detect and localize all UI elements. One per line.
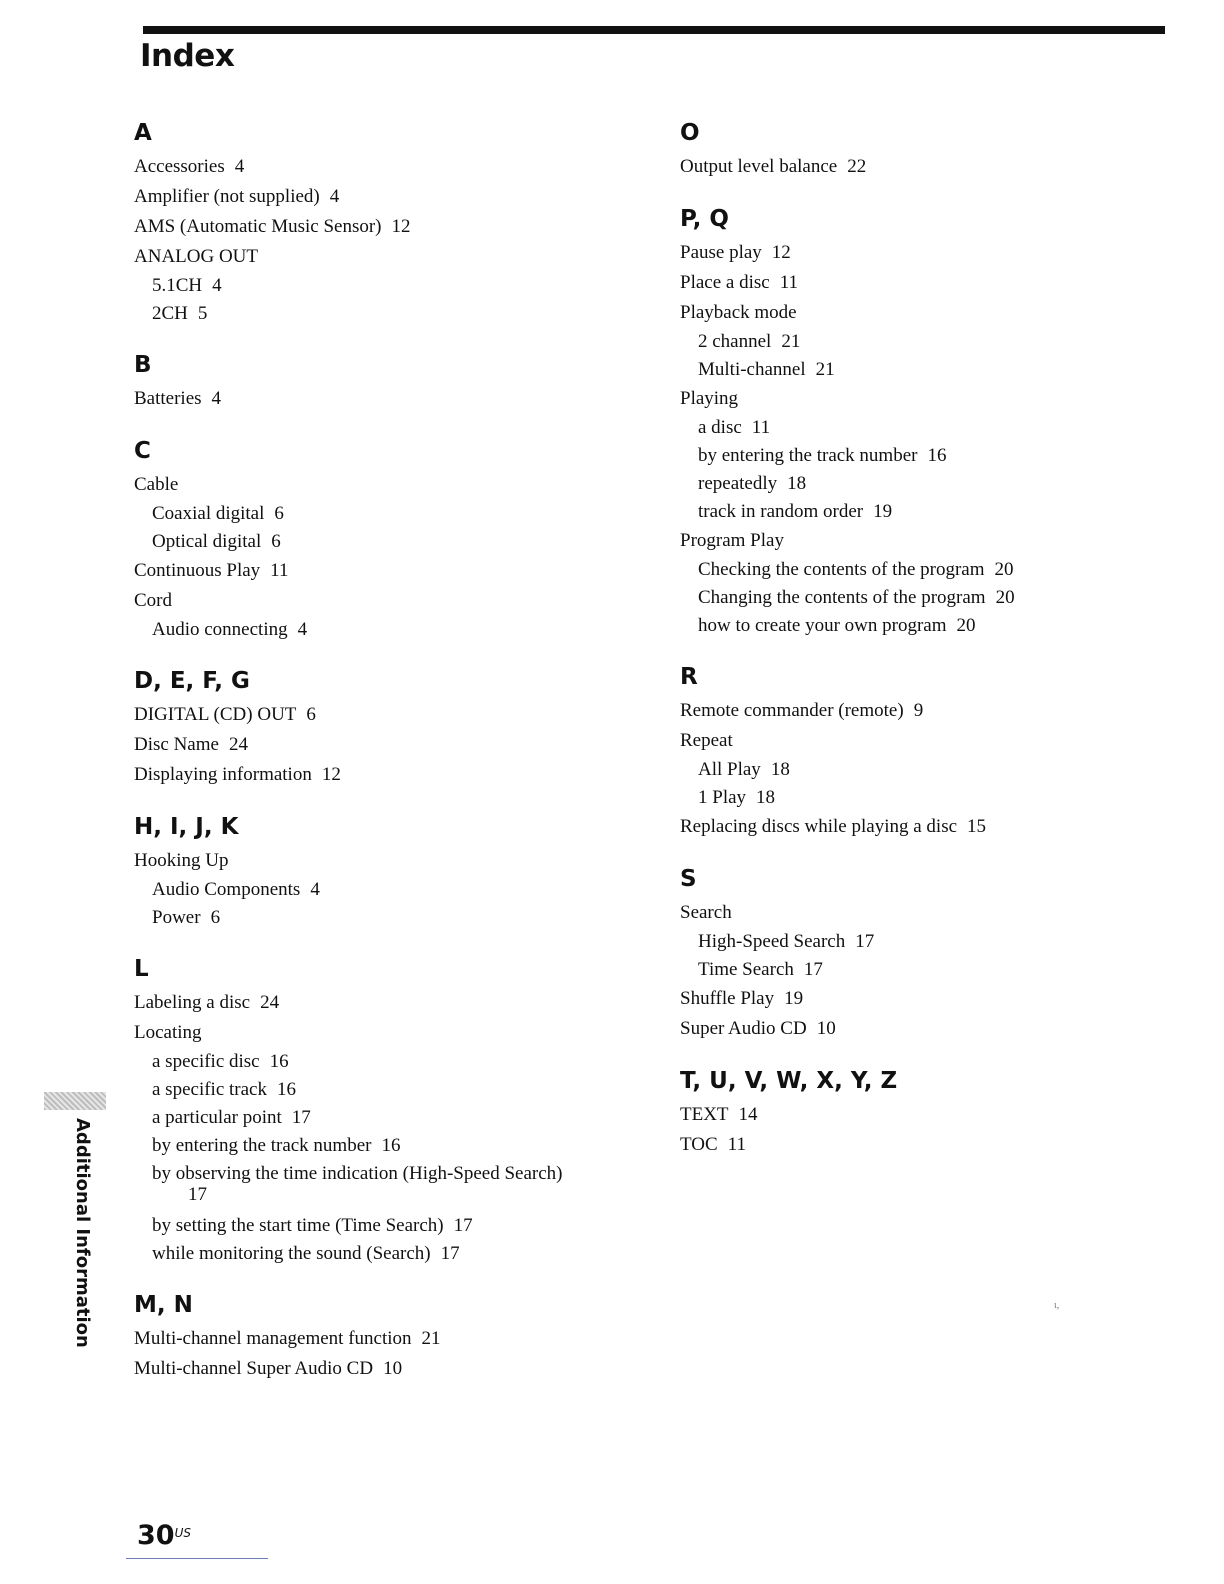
index-section [134,954,614,1268]
index-subentry [134,300,614,328]
index-subentry [134,616,614,644]
entry-text: Multi-channel management function [134,1328,412,1349]
entry-text: Playback mode [680,302,797,323]
index-entry [680,812,1160,842]
index-entry [680,1130,1160,1160]
entry-text: Cord [134,590,172,611]
entry-text: Multi-channel [698,359,806,380]
entry-text: a particular point [152,1107,282,1128]
entry-text: how to create your own program [698,615,947,636]
entry-text: Cable [134,474,179,495]
index-column-left [134,118,614,1406]
index-entry [680,238,1160,268]
entry-page-ref: 4 [329,186,340,207]
index-entry [134,212,614,242]
index-entry [134,556,614,586]
entry-text: Locating [134,1022,202,1043]
index-subentry [680,784,1160,812]
index-entry [680,526,1160,556]
index-subentry [134,528,614,556]
index-entry [134,846,614,876]
entry-page-ref: 21 [815,359,835,380]
entry-text: Remote commander (remote) [680,700,904,721]
entry-text: by setting the start time (Time Search) [152,1215,444,1236]
entry-text: a disc [698,417,742,438]
index-subentry [134,1048,614,1076]
entry-text: Changing the contents of the program [698,587,986,608]
entry-page-ref: 21 [421,1328,441,1349]
index-letter-heading: L [134,956,149,982]
entry-text: Search [680,902,732,923]
entry-page-ref: 20 [994,559,1014,580]
index-subentry [680,556,1160,584]
index-entry [134,182,614,212]
entry-text: Audio Components [152,879,301,900]
index-subentry [134,1076,614,1104]
entry-text: track in random order [698,501,864,522]
index-entry [680,384,1160,414]
entry-text: Super Audio CD [680,1018,807,1039]
index-entry [680,268,1160,298]
index-entry [134,152,614,182]
index-entry [680,1014,1160,1044]
index-entry [134,586,614,616]
entry-page-ref: 19 [784,988,804,1009]
entry-text: Checking the contents of the program [698,559,985,580]
entry-page-ref: 11 [751,417,771,438]
entry-text: Disc Name [134,734,219,755]
section-tab-marker [44,1092,106,1110]
entry-page-ref: 24 [260,992,280,1013]
entry-text: TEXT [680,1104,729,1125]
entry-text: Time Search [698,959,794,980]
entry-page-ref: 4 [310,879,320,900]
index-entry [134,760,614,790]
index-entry [134,242,614,272]
entry-text: Replacing discs while playing a disc [680,816,958,837]
entry-page-ref: 6 [271,531,281,552]
entry-text: a specific track [152,1079,267,1100]
index-letter-heading: O [680,120,700,146]
index-entry [680,984,1160,1014]
index-section [134,1290,614,1384]
entry-text: Playing [680,388,739,409]
entry-page-ref: 16 [269,1051,289,1072]
index-subentry [134,876,614,904]
entry-page-ref: 16 [927,445,947,466]
index-letter-heading: S [680,866,697,892]
index-subentry [134,1160,614,1206]
entry-page-ref: 6 [306,704,316,725]
entry-text: Hooking Up [134,850,229,871]
entry-page-ref: 5 [197,303,208,324]
entry-page-ref: 17 [291,1107,311,1128]
entry-page-ref: 21 [781,331,801,352]
index-entry [134,1324,614,1354]
entry-page-ref: 20 [956,615,976,636]
entry-page-ref: 12 [321,764,341,785]
index-subentry [134,500,614,528]
index-subentry [680,956,1160,984]
entry-text: by observing the time indication (High-Speed Search) [152,1163,563,1184]
entry-page-ref: 17 [453,1215,473,1236]
entry-page-ref: 12 [771,242,791,263]
index-entry [134,470,614,500]
index-letter-heading: T, U, V, W, X, Y, Z [680,1068,898,1094]
entry-page-ref: 17 [803,959,823,980]
entry-text: Place a disc [680,272,770,293]
index-letter-heading: B [134,352,152,378]
entry-text: Accessories [134,156,225,177]
entry-page-ref: 11 [727,1134,746,1155]
footer-rule [126,1558,268,1559]
index-entry [680,298,1160,328]
entry-text: Audio connecting [152,619,288,640]
entry-text: Multi-channel Super Audio CD [134,1358,374,1379]
entry-page-ref: 17 [855,931,875,952]
entry-page-ref: 6 [274,503,284,524]
index-entry [680,152,1160,182]
index-entry [134,730,614,760]
index-section [680,662,1160,842]
index-section [134,666,614,790]
entry-page-ref: 11 [270,560,289,581]
index-subentry [680,756,1160,784]
side-section-label: Additional Information [72,1118,93,1348]
entry-text: Pause play [680,242,762,263]
entry-text: by entering the track number [152,1135,372,1156]
index-entry [680,696,1160,726]
entry-text: Displaying information [134,764,312,785]
index-section [134,436,614,644]
index-entry [134,700,614,730]
entry-page-ref: 24 [228,734,248,755]
index-letter-heading: C [134,438,151,464]
index-subentry [680,442,1160,470]
entry-text: 5.1CH [152,275,203,296]
index-entry [680,726,1160,756]
index-subentry [134,1104,614,1132]
entry-text: High-Speed Search [698,931,846,952]
entry-page-ref: 4 [212,275,222,296]
index-section [680,118,1160,182]
entry-page-ref: 9 [913,700,924,721]
index-subentry [134,1212,614,1240]
index-letter-heading: R [680,664,698,690]
index-subentry [680,356,1160,384]
stray-mark: ι, [1054,1300,1060,1311]
entry-page-ref: 18 [756,787,776,808]
index-letter-heading: P, Q [680,206,729,232]
entry-text: a specific disc [152,1051,260,1072]
index-subentry [680,414,1160,442]
index-section [134,350,614,414]
index-letter-heading: H, I, J, K [134,814,239,840]
entry-text: Shuffle Play [680,988,775,1009]
index-entry [680,1100,1160,1130]
index-subentry [680,498,1160,526]
entry-text: Power [152,907,201,928]
entry-page-ref: 14 [738,1104,758,1125]
index-section [134,118,614,328]
entry-page-ref: 15 [967,816,987,837]
entry-text: Batteries [134,388,202,409]
index-section [134,812,614,932]
entry-text: Labeling a disc [134,992,251,1013]
entry-text: while monitoring the sound (Search) [152,1243,431,1264]
entry-page-ref: 11 [779,272,798,293]
page-number-value: 30 [137,1520,175,1551]
entry-text: 1 Play [698,787,747,808]
entry-page-ref: 20 [995,587,1015,608]
entry-text: Output level balance [680,156,838,177]
entry-text: repeatedly [698,473,778,494]
index-entry [134,988,614,1018]
entry-text: Coaxial digital [152,503,265,524]
index-entry [134,1018,614,1048]
index-subentry [134,1240,614,1268]
entry-text: Continuous Play [134,560,261,581]
entry-page-ref: 10 [383,1358,403,1379]
index-subentry [134,904,614,932]
entry-page-ref: 12 [391,216,411,237]
page-title: Index [140,38,235,74]
index-letter-heading: M, N [134,1292,193,1318]
index-entry [134,384,614,414]
index-subentry [680,584,1160,612]
entry-page-ref: 4 [297,619,308,640]
top-rule [143,26,1165,34]
entry-page-ref: 10 [816,1018,836,1039]
entry-text: AMS (Automatic Music Sensor) [134,216,382,237]
entry-page-ref: 18 [787,473,807,494]
index-subentry [680,328,1160,356]
index-subentry [134,1132,614,1160]
entry-text: by entering the track number [698,445,918,466]
index-subentry [134,272,614,300]
entry-text: ANALOG OUT [134,246,259,267]
index-subentry [680,470,1160,498]
index-subentry [680,928,1160,956]
index-subentry [680,612,1160,640]
entry-text: All Play [698,759,761,780]
entry-page-ref: 6 [210,907,221,928]
index-section [680,204,1160,640]
index-entry [680,898,1160,928]
index-entry [134,1354,614,1384]
page-number [137,1520,191,1551]
entry-page-ref: 16 [276,1079,296,1100]
entry-page-ref: 4 [211,388,222,409]
entry-text: DIGITAL (CD) OUT [134,704,297,725]
entry-page-ref: 19 [873,501,893,522]
index-section [680,864,1160,1044]
index-column-right [680,118,1160,1182]
entry-page-ref: 4 [234,156,245,177]
entry-text: 2 channel [698,331,772,352]
entry-page-ref: 17 [440,1243,460,1264]
entry-text: TOC [680,1134,718,1155]
entry-page-ref: 18 [770,759,790,780]
index-letter-heading: D, E, F, G [134,668,250,694]
entry-text: 2CH [152,303,188,324]
entry-text: Optical digital [152,531,262,552]
entry-text: Repeat [680,730,733,751]
entry-page-ref: 17 [188,1184,207,1205]
entry-page-ref: 22 [847,156,867,177]
entry-text: Program Play [680,530,784,551]
index-section [680,1066,1160,1160]
entry-page-ref: 16 [381,1135,401,1156]
entry-text: Amplifier (not supplied) [134,186,320,207]
index-letter-heading: A [134,120,152,146]
page-number-suffix: US [174,1526,191,1540]
